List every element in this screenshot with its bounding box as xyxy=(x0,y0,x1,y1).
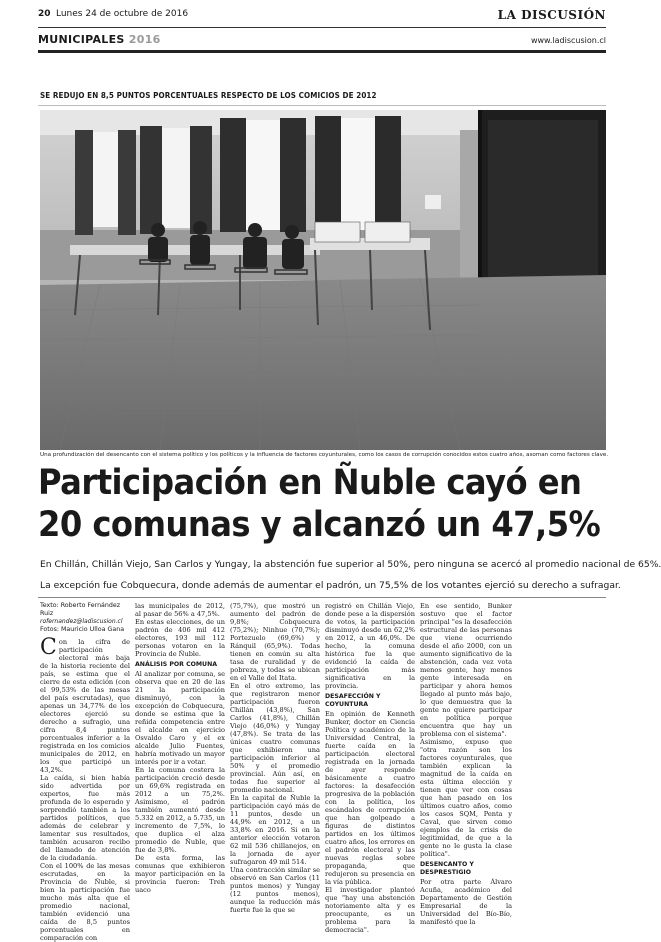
body-paragraph: De esta forma, las comunas que exhibieron mayor participación en la provincia fueron: Treh uaco xyxy=(135,854,225,894)
body-paragraph: Por otra parte Álvaro Acuña, académico del Departamento de Gestión Empresarial de la Universidad del Bío-Bío, manifestó que la xyxy=(420,878,512,926)
body-rule xyxy=(38,597,606,598)
body-paragraph: En la capital de Ñuble la participación cayó más de 11 puntos, desde un 44,9% en 2012, a un 33,8% en 2016. Si en la anterior elección votaron 62 mil 536 chillanejos, en la jornada de ayer sufragaron 49 mil 514. xyxy=(230,794,320,866)
body-column-1 xyxy=(40,602,130,942)
author-credit: Texto: Roberto Fernández Ruiz xyxy=(40,602,121,617)
section-rule xyxy=(38,50,606,53)
body-paragraph: En opinión de Kenneth Bunker, doctor en Ciencia Política y académico de la Universidad Central, la fuerte caída en la participación electoral registrada en la jornada de ayer responde básicamente a cuatro factores: la desafección progresiva de la población con la política, los escándalos de corrupción que han golpeado a figuras de distintos partidos en los últimos cuatro años, los errores en el padrón electoral y las nuevas reglas sobre propaganda, que redujeron su presencia en la vía pública. xyxy=(325,710,415,886)
body-column-3 xyxy=(230,602,320,914)
article-body xyxy=(40,602,608,942)
body-paragraph: registró en Chillán Viejo, donde pese a la dispersión de votos, la participación disminuyó desde un 62,2% en 2012, a un 46,0%. De hecho, la comuna histórica fue la que evidenció la caída de participación más significativa en la provincia. xyxy=(325,602,415,690)
edition-date: Lunes 24 de octubre de 2016 xyxy=(56,9,189,19)
headline-line-2: 20 comunas y alcanzó un 47,5% xyxy=(38,505,601,545)
body-paragraph: El investigador planteó que "hay una abstención notoriamente alta y es preocupante, es un problema para la democracia". xyxy=(325,886,415,934)
body-column-4 xyxy=(325,602,415,934)
author-email[interactable]: rofernandez@ladiscusion.cl xyxy=(40,618,123,625)
section-title xyxy=(38,33,161,46)
article-photo xyxy=(40,110,606,450)
article-kicker: SE REDUJO EN 8,5 PUNTOS PORCENTUALES RESPECTO DE LOS COMICIOS DE 2012 xyxy=(40,91,377,100)
photo-caption: Una profundización del desencanto con el sistema político y los políticos y la influencia de factores coyunturales, como los casos de corrupción conocidos estos cuatro años, asoman como factores clave. xyxy=(40,452,609,458)
photo-credit: Fotos: Mauricio Ulloa Gana xyxy=(40,626,125,633)
body-column-2 xyxy=(135,602,225,894)
body-paragraph: Al analizar por comuna, se observa que en 20 de las 21 la participación disminuyó, con la excepción de Cobquecura, donde se estima que la reñida competencia entre el alcalde en ejercicio Osvaldo Caro y el ex alcalde Julio Fuentes, habría motivado un mayor interés por ir a votar. xyxy=(135,670,225,766)
section-name: MUNICIPALES xyxy=(38,33,125,46)
body-paragraph: (75,7%), que mostró un aumento del padrón de 9,8%; Cobquecura (75,2%); Ninhue (70,7%); Portezuelo (69,6%) y Ránquil (65,9%). Todas tienen en común su alta tasa de ruralidad y de pobreza, y todas se ubican en el Valle del Itata. xyxy=(230,602,320,682)
body-paragraph: las municipales de 2012, al pasar de 56% a 47,5%. xyxy=(135,602,225,618)
kicker-rule xyxy=(38,105,606,106)
subheadline-1: En Chillán, Chillán Viejo, San Carlos y Yungay, la abstención fue superior al 50%, pero ninguna se acercó al promedio nacional de 65%. xyxy=(40,559,661,570)
article-headline xyxy=(38,462,601,546)
subsection-heading: DESAFECCIÓN Y COYUNTURA xyxy=(325,693,381,708)
body-paragraph: En ese sentido, Bunker sostuvo que el factor principal "es la desafección estructural de las personas que viene ocurriendo desde el año 2000, con un aumento significativo de la abstención, cada vez vota menos gente, hay menos gente interesada en participar y ahora hemos llegado al punto más bajo, lo que demuestra que la gente no quiere participar en política porque encuentra que hay un problema con el sistema". xyxy=(420,602,512,738)
headline-line-1: Participación en Ñuble cayó en xyxy=(38,463,582,503)
header-rule xyxy=(38,27,606,28)
body-paragraph: Con el 100% de las mesas escrutadas, en la Provincia de Ñuble, si bien la participación fue mucho más alta que el promedio nacional, también evidenció una caída de 8,5 puntos porcentuales en comparación con xyxy=(40,862,130,942)
body-paragraph: Una contracción similar se observó en San Carlos (11 puntos menos) y Yungay (12 puntos menos), aunque la reducción más fuerte fue la que se xyxy=(230,866,320,914)
body-paragraph: En estas elecciones, de un padrón de 406 mil 412 electores, 193 mil 112 personas votaron en la Provincia de Ñuble. xyxy=(135,618,225,658)
page-number: 20 xyxy=(38,9,51,19)
drop-cap: C xyxy=(40,635,57,660)
subsection-heading: DESENCANTO Y DESPRESTIGIO xyxy=(420,861,474,876)
body-paragraph: Con la cifra de participación electoral más baja de la historia reciente del país, se estima que el cierre de esta edición (con el 99,53% de las mesas del país escrutadas), que apenas un 34,77% de los electores ejerció su derecho a sufragio, una cifra 8,4 puntos porcentuales inferior a la registrada en los comicios municipales de 2012, en los que participó un 43,2%. xyxy=(40,635,130,774)
body-column-5 xyxy=(420,602,512,926)
body-paragraph: En el otro extremo, las que registraron menor participación fueron Chillán (43,8%), San Carlos (41,8%), Chillán Viejo (46,0%) y Yungay (47,8%). Se trata de las únicas cuatro comunas que exhibieron una participación inferior al 50% y el promedio provincial. Aún así, en todas fue superior al promedio nacional. xyxy=(230,682,320,794)
body-paragraph: Asimismo, expuso que "otra razón son los factores coyunturales, que también explican la magnitud de la caída en esta última elección y tienen que ver con cosas que han pasado en los últimos cuatro años, como los casos SQM, Penta y Caval, que sirven como ejemplos de la crisis de legitimidad, de que a la gente no le gusta la clase política". xyxy=(420,738,512,858)
section-year: 2016 xyxy=(128,33,161,46)
newspaper-logo: LA DISCUSIÓN xyxy=(497,8,606,22)
subheadline-2: La excepción fue Cobquecura, donde además de aumentar el padrón, un 75,5% de los votantes ejerció su derecho a sufragar. xyxy=(40,580,621,591)
body-paragraph: En la comuna costera la participación creció desde un 69,6% registrada en 2012 a un 75,2%. Asimismo, el padrón también aumentó desde 5.332 en 2012, a 5.735, un incremento de 7,5%, lo que duplica el alza promedio de Ñuble, que fue de 3,8%. xyxy=(135,766,225,854)
subsection-heading: ANÁLISIS POR COMUNA xyxy=(135,661,218,668)
body-paragraph: La caída, si bien había sido advertida por expertos, fue más profunda de lo esperado y sorprendió también a los partidos políticos, que además de celebrar y lamentar sus resultados, también acusaron recibo del llamado de atención de la ciudadanía. xyxy=(40,774,130,862)
polling-station-photo xyxy=(40,110,606,450)
website-link[interactable]: www.ladiscusion.cl xyxy=(530,36,606,45)
